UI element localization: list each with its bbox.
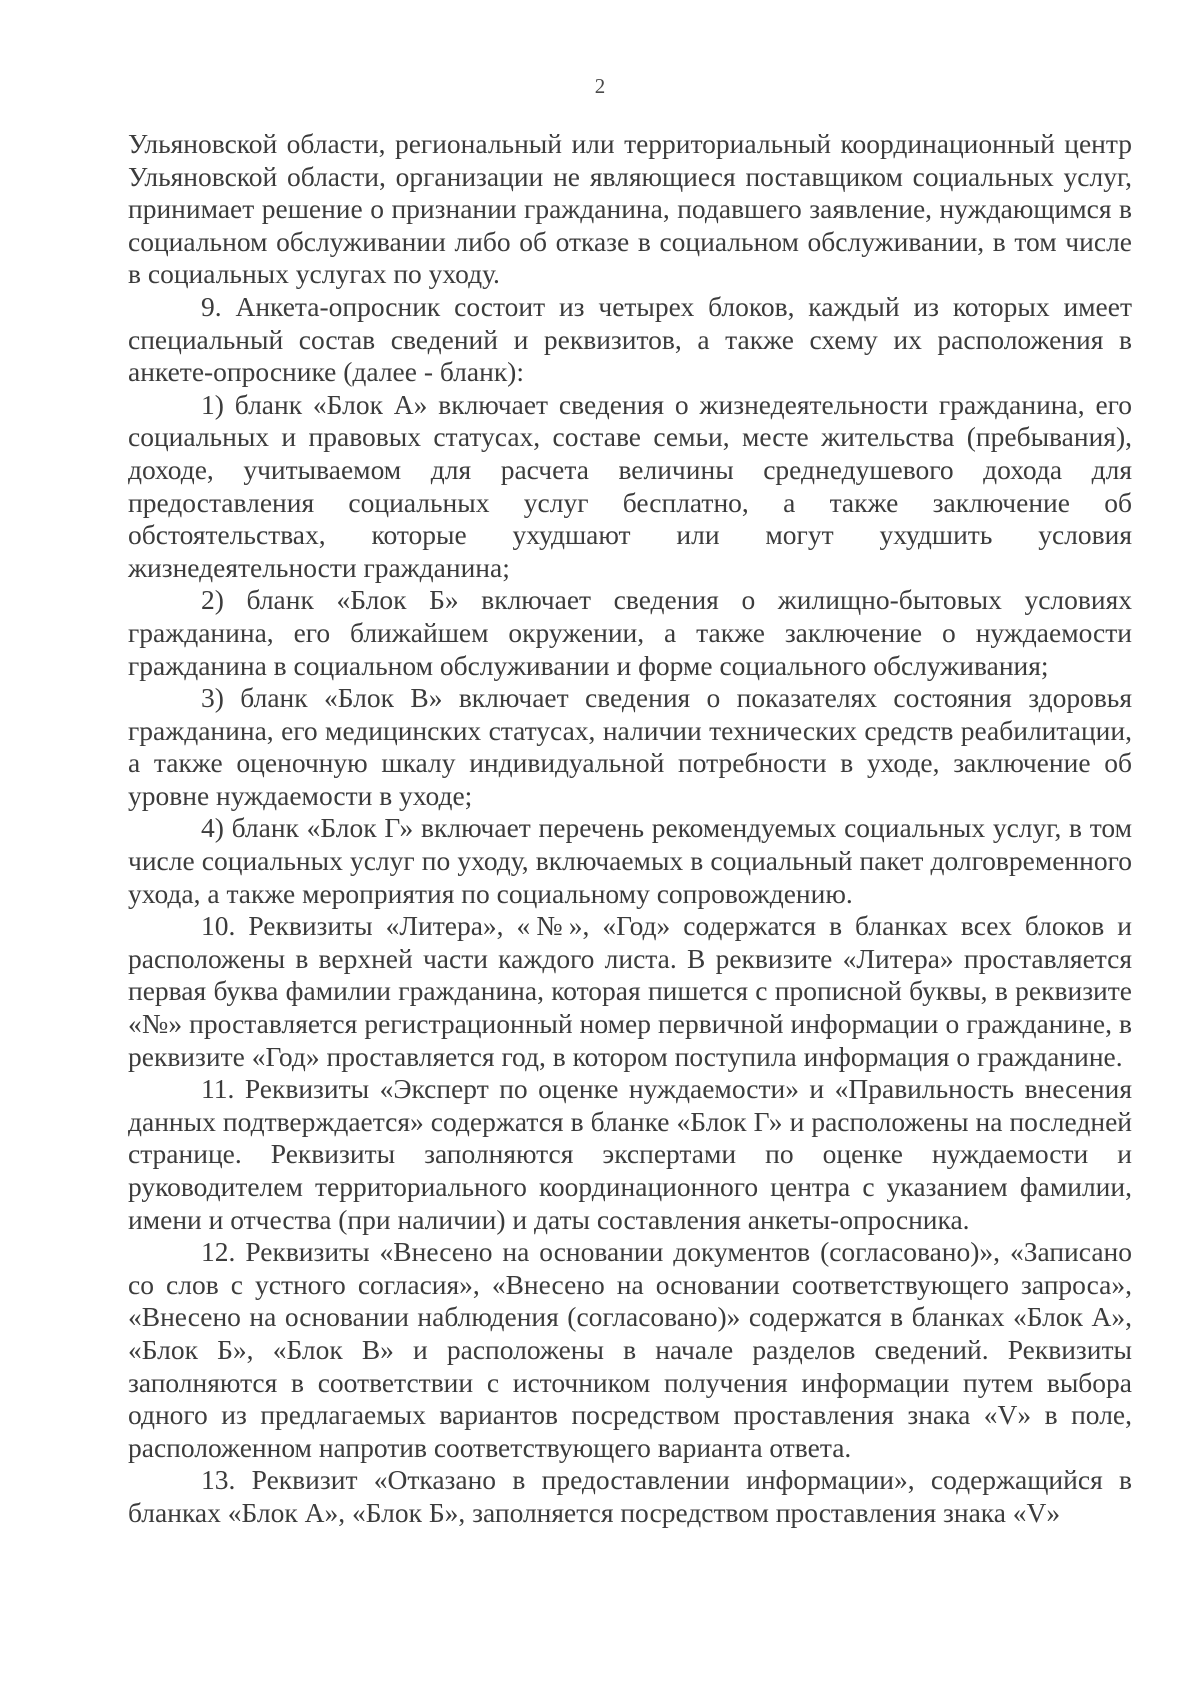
paragraph-subitem-3: 3) бланк «Блок В» включает сведения о показателях состояния здоровья гражданина, его медицинских статусах, наличии технических средств реабилитации, а также оценочную шкалу индивидуальной потребности в уходе, заключение об уровне нуждаемости в уходе; [128,682,1132,811]
paragraph-subitem-1: 1) бланк «Блок А» включает сведения о жизнедеятельности гражданина, его социальных и правовых статусах, составе семьи, месте жительства (пребывания), доходе, учитываемом для расчета величины среднедушевого дохода для предоставления социальных услуг бесплатно, а также заключение об обстоятельствах, которые ухудшают или могут ухудшить условия жизнедеятельности гражданина; [128,388,1132,583]
page-number: 2 [594,74,606,98]
paragraph-item-10: 10. Реквизиты «Литера», «№», «Год» содержатся в бланках всех блоков и расположены в верхней части каждого листа. В реквизите «Литера» проставляется первая буква фамилии гражданина, которая пишется с прописной буквы, в реквизите «№» проставляется регистрационный номер первичной информации о гражданине, в реквизите «Год» проставляется год, в котором поступила информация о гражданине. [128,910,1132,1072]
paragraph-continuation: Ульяновской области, региональный или территориальный координационный центр Ульяновской области, организации не являющиеся поставщиком социальных услуг, принимает решение о признании гражданина, подавшего заявление, нуждающимся в социальном обслуживании либо об отказе в социальном обслуживании, в том числе в социальных услугах по уходу. [128,128,1132,290]
paragraph-item-11: 11. Реквизиты «Эксперт по оценке нуждаемости» и «Правильность внесения данных подтверждается» содержатся в бланке «Блок Г» и расположены на последней странице. Реквизиты заполняются экспертами по оценке нуждаемости и руководителем территориального координационного центра с указанием фамилии, имени и отчества (при наличии) и даты составления анкеты-опросника. [128,1073,1132,1235]
paragraph-item-9: 9. Анкета-опросник состоит из четырех блоков, каждый из которых имеет специальный состав сведений и реквизитов, а также схему их расположения в анкете-опроснике (далее - бланк): [128,290,1132,388]
paragraph-subitem-2: 2) бланк «Блок Б» включает сведения о жилищно-бытовых условиях гражданина, его ближайшем окружении, а также заключение о нуждаемости гражданина в социальном обслуживании и форме социального обслуживания; [128,584,1132,681]
paragraph-item-12: 12. Реквизиты «Внесено на основании документов (согласовано)», «Записано со слов с устного согласия», «Внесено на основании соответствующего запроса», «Внесено на основании наблюдения (согласовано)» содержатся в бланках «Блок А», «Блок Б», «Блок В» и расположены в начале разделов сведений. Реквизиты заполняются в соответствии с источником получения информации путем выбора одного из предлагаемых вариантов посредством проставления знака «V» в поле, расположенном напротив соответствующего варианта ответа. [128,1236,1132,1463]
paragraph-subitem-4: 4) бланк «Блок Г» включает перечень рекомендуемых социальных услуг, в том числе социальных услуг по уходу, включаемых в социальный пакет долговременного ухода, а также мероприятия по социальному сопровождению. [128,812,1132,909]
document-body [128,128,1132,1530]
paragraph-item-13: 13. Реквизит «Отказано в предоставлении информации», содержащийся в бланках «Блок А», «Блок Б», заполняется посредством проставления знака «V» [128,1464,1132,1528]
